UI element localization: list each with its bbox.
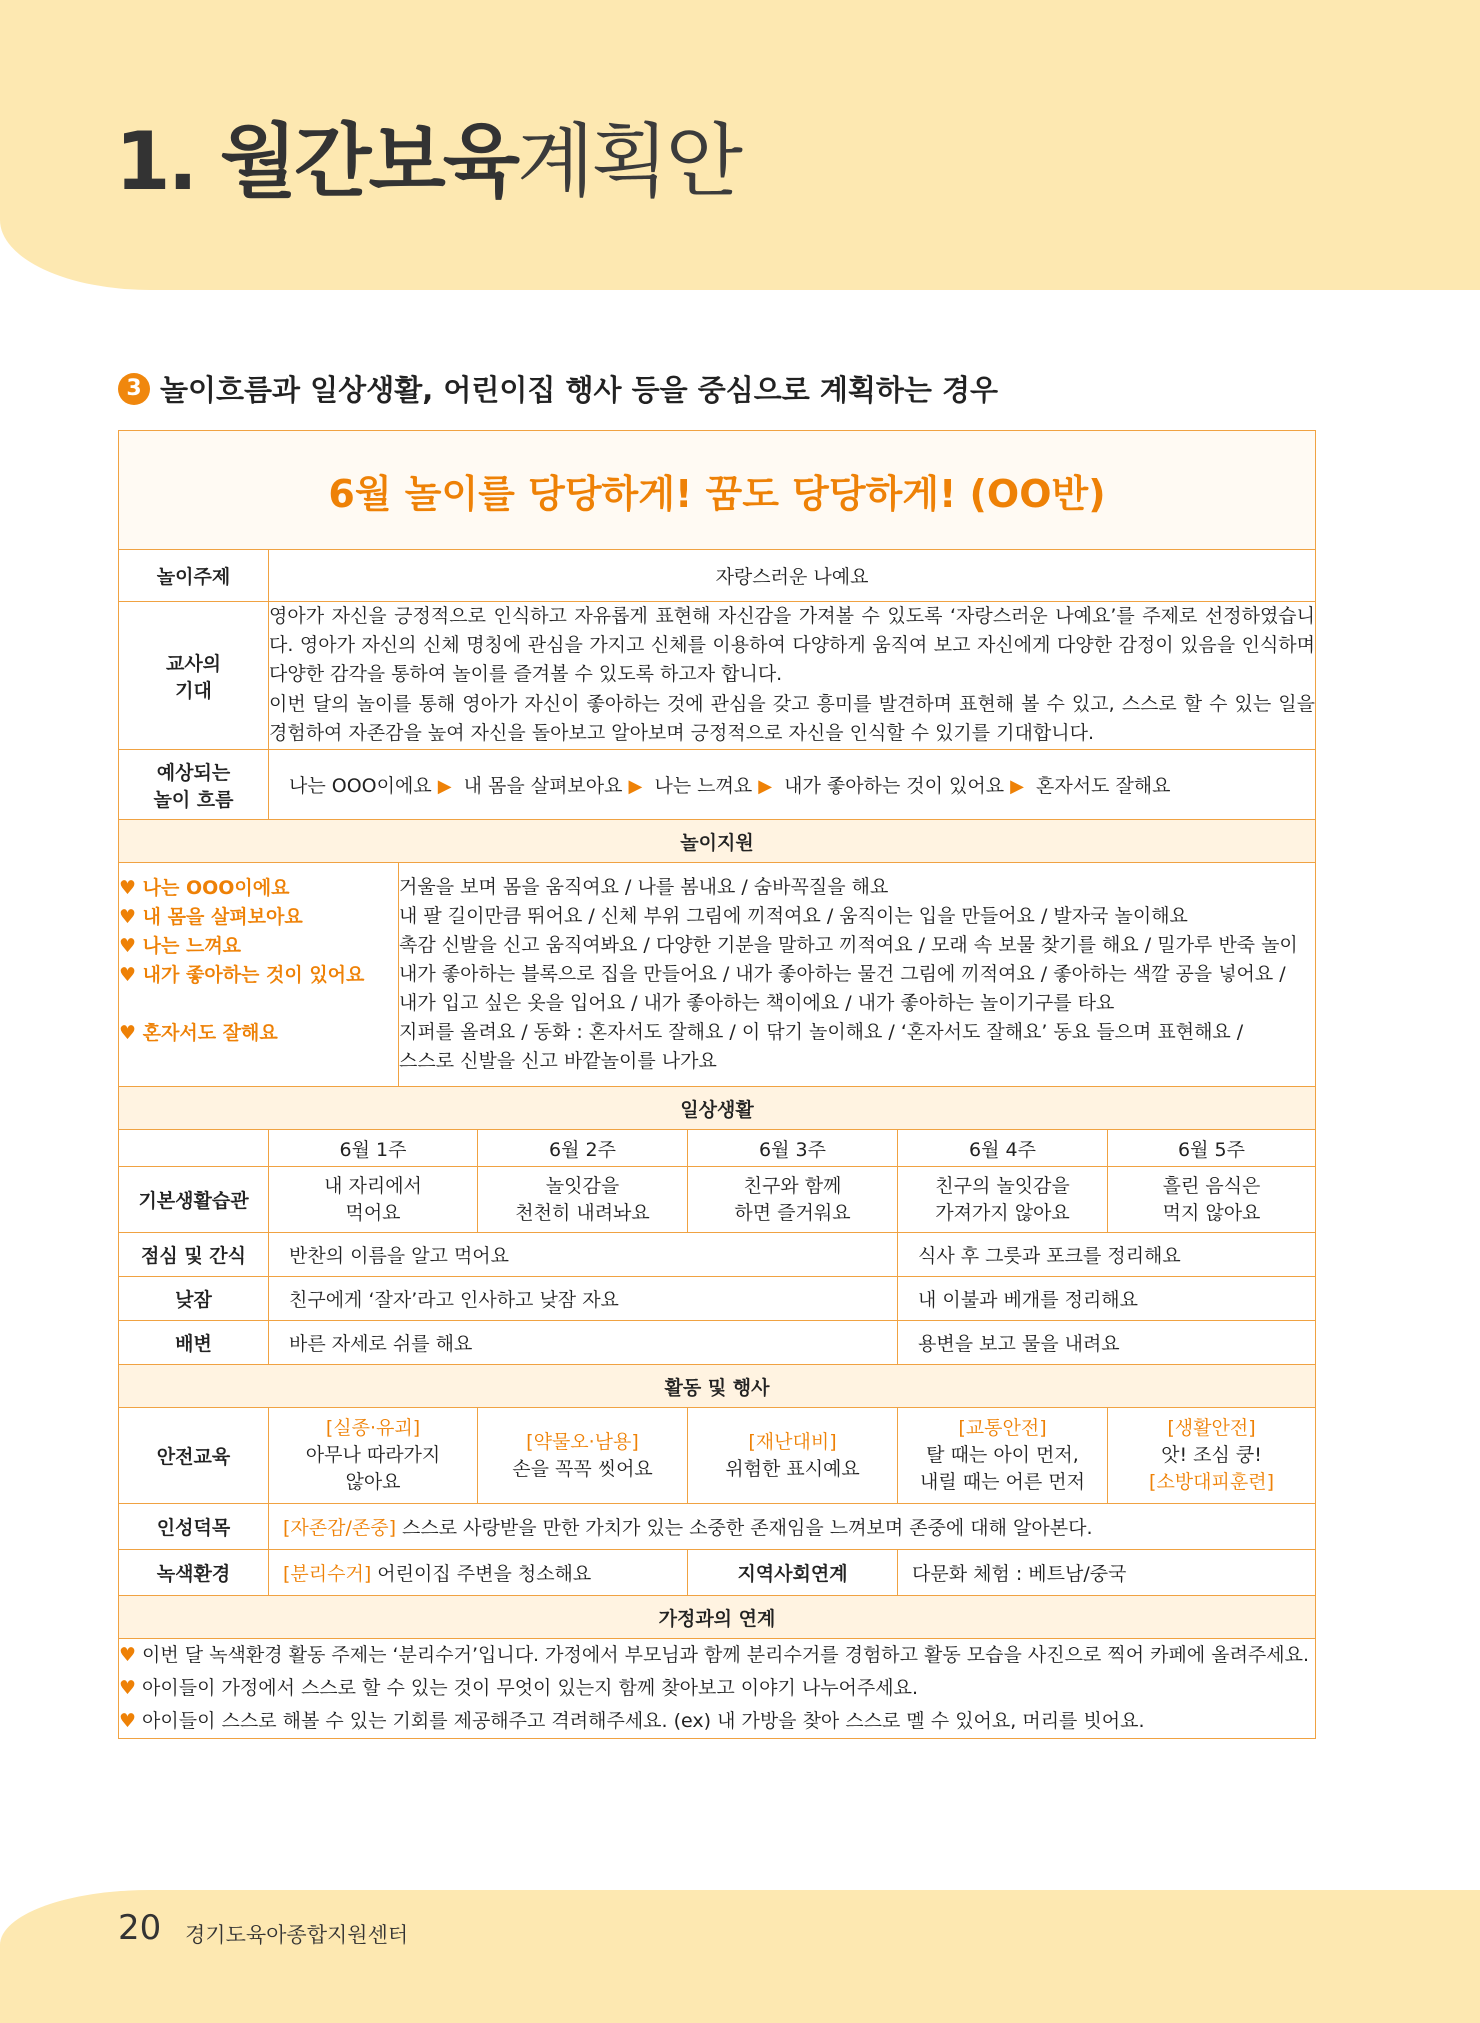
expect-paragraph: 이번 달의 놀이를 통해 영아가 자신이 좋아하는 것에 관심을 갖고 흥미를 발견하며 표현해 볼 수 있고, 스스로 할 수 있는 일을 경험하여 자존감을 높여 자신을 돌아보고 알아보며 긍정적으로 자신을 인식할 수 있기를 기대합니다. — [269, 693, 1316, 744]
daily-row-second: 용변을 보고 물을 내려요 — [898, 1321, 1316, 1365]
safety-cell — [269, 1408, 478, 1504]
footer-band — [0, 1890, 1480, 2023]
family-text: 이번 달 녹색환경 활동 주제는 ‘분리수거’입니다. 가정에서 부모님과 함께 분리수거를 경험하고 활동 모습을 사진으로 찍어 카페에 올려주세요. — [142, 1644, 1310, 1666]
heart-icon: ♥ — [119, 1644, 137, 1666]
safety-tag: [실종·유괴] — [325, 1417, 421, 1439]
green-text: 어린이집 주변을 청소해요 — [371, 1563, 592, 1585]
support-label: ♥ 내가 좋아하는 것이 있어요 — [119, 960, 399, 1018]
safety-tag: [교통안전] — [958, 1417, 1047, 1439]
support-line: 스스로 신발을 신고 바깥놀이를 나가요 — [399, 1050, 717, 1072]
habit-line: 먹지 않아요 — [1162, 1201, 1261, 1224]
flow-step: 나는 느껴요 — [654, 775, 753, 797]
safety-line: 앗! 조심 쿵! — [1161, 1444, 1262, 1466]
week-header: 6월 4주 — [898, 1130, 1108, 1167]
support-line: 내가 입고 싶은 옷을 입어요 / 내가 좋아하는 책이에요 / 내가 좋아하는 놀이기구를 타요 — [399, 992, 1115, 1014]
safety-cell — [688, 1408, 898, 1504]
character-label: 인성덕목 — [119, 1504, 269, 1550]
plan-title: 6월 놀이를 당당하게! 꿈도 당당하게! (OO반) — [119, 431, 1316, 550]
daily-row-label: 낮잠 — [119, 1277, 269, 1321]
family-text: 아이들이 스스로 해볼 수 있는 기회를 제공해주고 격려해주세요. (ex) 내 가방을 찾아 스스로 멜 수 있어요, 머리를 빗어요. — [142, 1710, 1145, 1732]
daily-row-second: 식사 후 그릇과 포크를 정리해요 — [898, 1233, 1316, 1277]
habit-cell — [478, 1167, 688, 1233]
habit-label: 기본생활습관 — [119, 1167, 269, 1233]
page-title-light: 계획안 — [517, 115, 740, 208]
safety-cell — [478, 1408, 688, 1504]
theme-label: 놀이주제 — [119, 550, 269, 602]
daily-row-label: 점심 및 간식 — [119, 1233, 269, 1277]
daily-row-first: 반찬의 이름을 알고 먹어요 — [269, 1233, 898, 1277]
safety-cell — [898, 1408, 1108, 1504]
week-header: 6월 2주 — [478, 1130, 688, 1167]
habit-line: 놀잇감을 — [545, 1174, 620, 1197]
green-tag: [분리수거] — [283, 1563, 372, 1585]
expect-label — [119, 602, 269, 750]
flow-arrow-icon: ▶ — [628, 776, 643, 797]
safety-line: 위험한 표시예요 — [725, 1457, 860, 1480]
green-label: 녹색환경 — [119, 1550, 269, 1596]
daily-heading: 일상생활 — [119, 1087, 1316, 1130]
safety-line: 아무나 따라가지 — [305, 1444, 441, 1466]
week-header: 6월 1주 — [269, 1130, 478, 1167]
page-title — [115, 112, 740, 212]
flow-label-1: 예상되는 — [156, 761, 231, 784]
play-flow — [269, 750, 1316, 820]
events-heading: 활동 및 행사 — [119, 1365, 1316, 1408]
support-heading: 놀이지원 — [119, 820, 1316, 863]
flow-step: 내 몸을 살펴보아요 — [463, 775, 623, 797]
flow-label-2: 놀이 흐름 — [153, 788, 234, 811]
character-text: 스스로 사랑받을 만한 가치가 있는 소중한 존재임을 느껴보며 존중에 대해 알아본다. — [396, 1517, 1093, 1539]
expect-paragraph: 영아가 자신을 긍정적으로 인식하고 자유롭게 표현해 자신감을 가져볼 수 있도록 ‘자랑스러운 나예요’를 주제로 선정하였습니다. 영아가 자신의 신체 명칭에 관심을 가지고 신체를 이용하여 다양하게 움직여 보고 자신에게 다양한 감정이 있음을 인식하며 다양한 감각을 통하여 놀이를 즐겨볼 수 있도록 하고자 합니다. — [269, 605, 1316, 685]
safety-tag-2: [소방대피훈련] — [1149, 1471, 1274, 1493]
green-value — [269, 1550, 688, 1596]
support-text: 거울을 보며 몸을 움직여요 / 나를 봄내요 / 숨바꼭질을 해요 — [399, 863, 1316, 903]
habit-cell — [688, 1167, 898, 1233]
family-item — [119, 1672, 1315, 1705]
support-text — [399, 960, 1316, 1018]
theme-value: 자랑스러운 나예요 — [269, 550, 1316, 602]
character-tag: [자존감/존중] — [283, 1517, 396, 1539]
habit-line: 가져가지 않아요 — [935, 1201, 1070, 1224]
habit-cell — [1108, 1167, 1316, 1233]
daily-row-first: 친구에게 ‘잘자’라고 인사하고 낮잠 자요 — [269, 1277, 898, 1321]
community-value: 다문화 체험 : 베트남/중국 — [898, 1550, 1316, 1596]
safety-tag: [생활안전] — [1167, 1417, 1256, 1439]
heart-icon: ♥ — [119, 1677, 137, 1699]
section-heading-text: 놀이흐름과 일상생활, 어린이집 행사 등을 중심으로 계획하는 경우 — [160, 373, 999, 407]
habit-line: 천천히 내려놔요 — [515, 1201, 650, 1224]
character-value — [269, 1504, 1316, 1550]
week-header: 6월 5주 — [1108, 1130, 1316, 1167]
daily-row-second: 내 이불과 베개를 정리해요 — [898, 1277, 1316, 1321]
safety-line: 탈 때는 아이 먼저, — [926, 1444, 1079, 1466]
flow-arrow-icon: ▶ — [1010, 776, 1024, 797]
section-number-badge: 3 — [118, 373, 150, 405]
page-title-bold: 1. 월간보육 — [115, 115, 518, 208]
flow-step: 혼자서도 잘해요 — [1036, 775, 1171, 797]
safety-tag: [약물오·남용] — [526, 1430, 639, 1453]
family-heading: 가정과의 연계 — [119, 1596, 1316, 1639]
monthly-plan-table — [118, 430, 1316, 1739]
family-text: 아이들이 가정에서 스스로 할 수 있는 것이 무엇이 있는지 함께 찾아보고 이야기 나누어주세요. — [142, 1677, 919, 1699]
daily-row-label: 배변 — [119, 1321, 269, 1365]
expect-label-1: 교사의 — [165, 652, 222, 675]
section-heading — [118, 368, 998, 409]
family-item — [119, 1639, 1315, 1672]
habit-cell — [898, 1167, 1108, 1233]
heart-icon: ♥ — [119, 1710, 137, 1732]
page-number: 20 — [118, 1908, 162, 1948]
support-label: ♥ 나는 느껴요 — [119, 931, 399, 960]
flow-label — [119, 750, 269, 820]
safety-line: 내릴 때는 어른 먼저 — [920, 1471, 1085, 1493]
flow-step: 내가 좋아하는 것이 있어요 — [784, 775, 1005, 797]
flow-arrow-icon: ▶ — [758, 776, 773, 797]
support-label: ♥ 나는 OOO이에요 — [119, 863, 399, 903]
habit-line: 친구와 함께 — [743, 1174, 842, 1197]
safety-line: 않아요 — [345, 1471, 401, 1493]
publisher-name: 경기도육아종합지원센터 — [185, 1923, 409, 1947]
support-label: ♥ 혼자서도 잘해요 — [119, 1018, 399, 1087]
family-list — [119, 1639, 1316, 1739]
support-text: 촉감 신발을 신고 움직여봐요 / 다양한 기분을 말하고 끼적여요 / 모래 속 보물 찾기를 해요 / 밀가루 반죽 놀이 — [399, 931, 1316, 960]
week-header: 6월 3주 — [688, 1130, 898, 1167]
community-label: 지역사회연계 — [688, 1550, 898, 1596]
teacher-expectation — [269, 602, 1316, 750]
habit-line: 내 자리에서 — [324, 1174, 422, 1197]
support-line: 내가 좋아하는 블록으로 집을 만들어요 / 내가 좋아하는 물건 그림에 끼적여요 / 좋아하는 색깔 공을 넣어요 / — [399, 963, 1286, 985]
support-line: 지퍼를 올려요 / 동화 : 혼자서도 잘해요 / 이 닦기 놀이해요 / ‘혼자서도 잘해요’ 동요 들으며 표현해요 / — [399, 1021, 1244, 1043]
flow-arrow-icon: ▶ — [437, 776, 452, 797]
safety-label: 안전교육 — [119, 1408, 269, 1504]
safety-line: 손을 꼭꼭 씻어요 — [512, 1457, 653, 1480]
habit-line: 친구의 놀잇감을 — [935, 1174, 1070, 1197]
week-corner — [119, 1130, 269, 1167]
expect-label-2: 기대 — [175, 679, 212, 702]
safety-cell — [1108, 1408, 1316, 1504]
habit-cell — [269, 1167, 478, 1233]
safety-tag: [재난대비] — [748, 1430, 837, 1453]
daily-row-first: 바른 자세로 쉬를 해요 — [269, 1321, 898, 1365]
habit-line: 하면 즐거워요 — [734, 1201, 851, 1224]
support-label: ♥ 내 몸을 살펴보아요 — [119, 902, 399, 931]
habit-line: 먹어요 — [345, 1201, 401, 1224]
habit-line: 흘린 음식은 — [1162, 1174, 1261, 1197]
family-item — [119, 1705, 1315, 1738]
flow-step: 나는 OOO이에요 — [289, 775, 432, 797]
support-text — [399, 1018, 1316, 1087]
support-text: 내 팔 길이만큼 뛰어요 / 신체 부위 그림에 끼적여요 / 움직이는 입을 만들어요 / 발자국 놀이해요 — [399, 902, 1316, 931]
